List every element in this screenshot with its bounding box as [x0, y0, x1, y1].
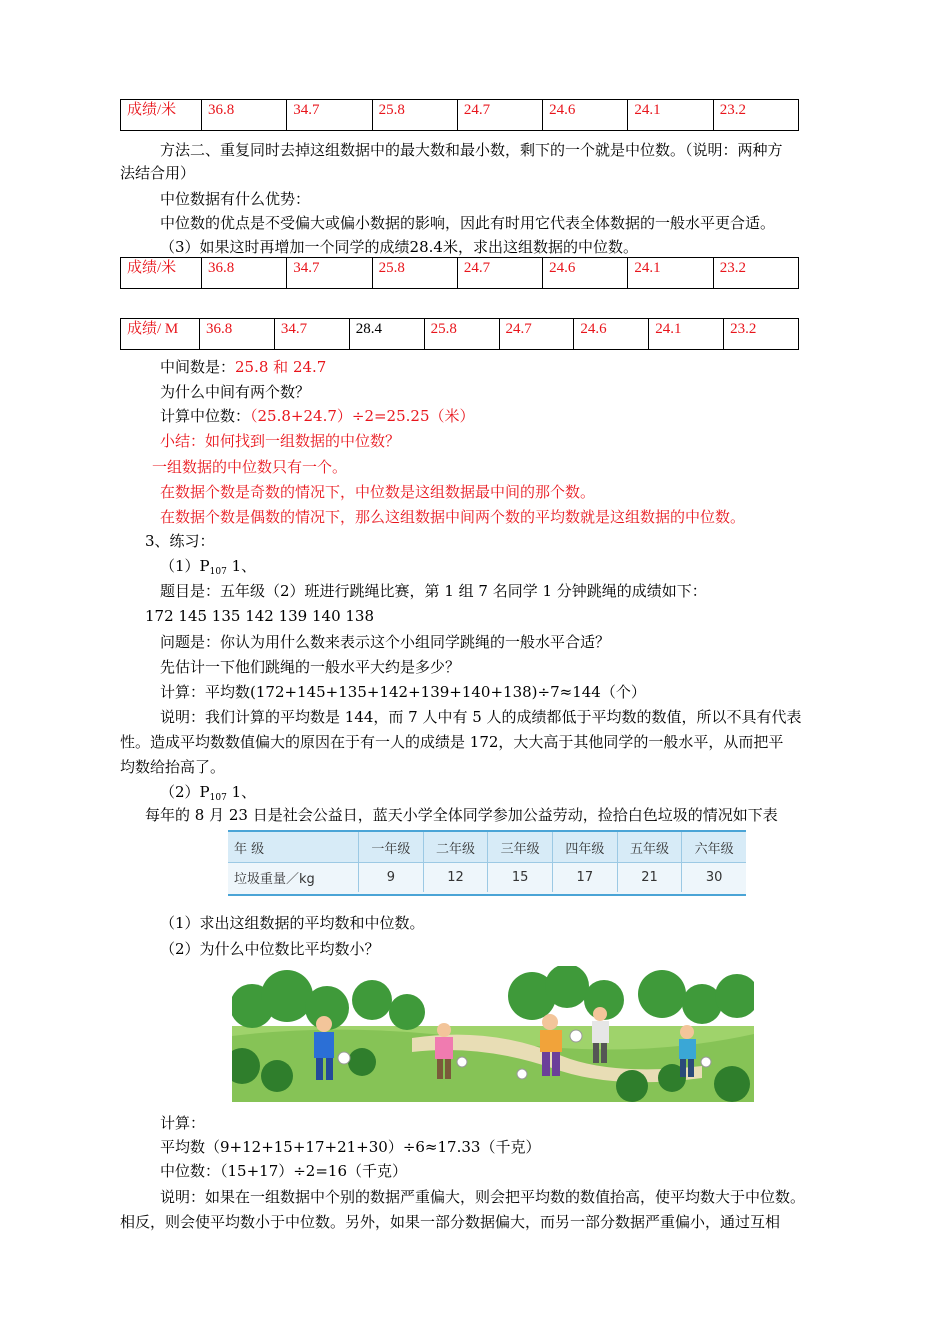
table-header-cell: 六年级	[681, 832, 746, 862]
summary-only-one: 一组数据的中位数只有一个。	[152, 458, 348, 476]
summary-odd-rule: 在数据个数是奇数的情况下，中位数是这组数据最中间的那个数。	[160, 483, 596, 501]
table-cell: 34.7	[274, 319, 349, 350]
table-cell: 24.6	[574, 319, 649, 350]
ref-suffix: 1、	[226, 783, 257, 801]
table-cell: 垃圾重量／kg	[228, 862, 358, 892]
table-header-cell: 五年级	[617, 832, 682, 862]
explanation-2-line2: 相反，则会使平均数小于中位数。另外，如果一部分数据偏大，而另一部分数据严重偏小，通过互相	[120, 1213, 781, 1231]
table-cell: 36.8	[202, 100, 287, 131]
table-header-cell: 成绩/ M	[121, 319, 200, 350]
practice-1-scores: 172 145 135 142 139 140 138	[145, 607, 375, 625]
practice-2-intro: 每年的 8 月 23 日是社会公益日，蓝天小学全体同学参加公益劳动，捡拾白色垃圾的情况如下表	[145, 806, 778, 824]
table-header-cell: 成绩/米	[121, 258, 202, 289]
median-2: 中位数：（15+17）÷2=16（千克）	[160, 1162, 408, 1180]
table-cell: 25.8	[424, 319, 499, 350]
middle-value: 25.8 和 24.7	[235, 358, 327, 376]
calc-label: 计算中位数：	[160, 407, 251, 425]
advantage-question: 中位数据有什么优势：	[160, 190, 311, 208]
table-cell: 34.7	[287, 100, 372, 131]
table-cell: 21	[617, 862, 682, 892]
table-cell: 12	[423, 862, 488, 892]
data-table-1	[120, 99, 799, 131]
table-cell: 24.7	[457, 100, 542, 131]
data-table-3	[120, 318, 799, 350]
ref-page-sub: 107	[209, 793, 227, 803]
table-cell: 17	[552, 862, 617, 892]
data-table-2	[120, 257, 799, 289]
practice-heading: 3、练习：	[145, 532, 215, 550]
table-header-cell: 二年级	[423, 832, 488, 862]
practice-1-topic: 题目是：五年级（2）班进行跳绳比赛，第 1 组 7 名同学 1 分钟跳绳的成绩如下：	[160, 582, 707, 600]
question-a: （1）求出这组数据的平均数和中位数。	[160, 914, 425, 932]
table-cell: 15	[487, 862, 552, 892]
middle-numbers	[160, 356, 326, 378]
average-2: 平均数（9+12+15+17+21+30）÷6≈17.33（千克）	[160, 1138, 541, 1156]
children-collecting-litter-illustration	[232, 966, 754, 1102]
table-header-cell: 四年级	[552, 832, 617, 862]
ref-page-sub: 107	[209, 567, 227, 577]
question-3: （3）如果这时再增加一个同学的成绩28.4米，求出这组数据的中位数。	[160, 238, 638, 256]
garbage-weight-table	[228, 830, 746, 896]
table-header-cell: 三年级	[487, 832, 552, 862]
table-cell: 36.8	[202, 258, 287, 289]
table-cell: 9	[358, 862, 423, 892]
practice-1-estimate: 先估计一下他们跳绳的一般水平大约是多少？	[160, 658, 461, 676]
summary-even-rule: 在数据个数是偶数的情况下，那么这组数据中间两个数的平均数就是这组数据的中位数。	[160, 508, 746, 526]
why-two-question: 为什么中间有两个数？	[160, 383, 311, 401]
summary-heading: 小结：如何找到一组数据的中位数？	[160, 432, 401, 450]
table-header-cell: 年 级	[228, 832, 358, 862]
ref-suffix: 1、	[226, 557, 257, 575]
calc-value: （25.8+24.7）÷2=25.25（米）	[250, 407, 475, 425]
explanation-1-line1: 说明：我们计算的平均数是 144，而 7 人中有 5 人的成绩都低于平均数的数值，所以不具有代表	[160, 708, 802, 726]
table-header-cell: 一年级	[358, 832, 423, 862]
practice-1-ref	[160, 555, 256, 580]
table-cell: 25.8	[372, 100, 457, 131]
table-cell: 24.6	[543, 258, 628, 289]
table-cell: 36.8	[200, 319, 275, 350]
practice-1-question: 问题是：你认为用什么数来表示这个小组同学跳绳的一般水平合适？	[160, 633, 611, 651]
table-header-cell: 成绩/米	[121, 100, 202, 131]
practice-2-ref	[160, 781, 256, 806]
advantage-answer: 中位数的优点是不受偏大或偏小数据的影响，因此有时用它代表全体数据的一般水平更合适。	[160, 214, 776, 232]
ref-prefix: （1）P	[160, 557, 210, 575]
method2-line1: 方法二、重复同时去掉这组数据中的最大数和最小数，剩下的一个就是中位数。（说明：两种方	[160, 141, 783, 159]
table-cell: 24.1	[649, 319, 724, 350]
explanation-1-line3: 均数给抬高了。	[120, 758, 226, 776]
middle-label: 中间数是：	[160, 358, 236, 376]
table-cell: 24.1	[628, 258, 713, 289]
median-calculation	[160, 405, 475, 427]
table-cell: 34.7	[287, 258, 372, 289]
question-b: （2）为什么中位数比平均数小？	[160, 940, 380, 958]
table-cell-new: 28.4	[349, 319, 424, 350]
table-cell: 23.2	[713, 100, 798, 131]
practice-1-average: 计算：平均数(172+145+135+142+139+140+138)÷7≈144（个）	[160, 683, 646, 701]
table-cell: 23.2	[724, 319, 799, 350]
table-cell: 25.8	[372, 258, 457, 289]
calc-2-heading: 计算：	[160, 1114, 206, 1132]
table-cell: 24.7	[457, 258, 542, 289]
explanation-2-line1: 说明：如果在一组数据中个别的数据严重偏大，则会把平均数的数值抬高，使平均数大于中位数。	[160, 1188, 806, 1206]
table-cell: 30	[681, 862, 746, 892]
method2-line2: 法结合用）	[120, 164, 196, 182]
table-cell: 24.6	[543, 100, 628, 131]
ref-prefix: （2）P	[160, 783, 210, 801]
table-cell: 24.7	[499, 319, 574, 350]
table-cell: 24.1	[628, 100, 713, 131]
table-cell: 23.2	[713, 258, 798, 289]
explanation-1-line2: 性。造成平均数数值偏大的原因在于有一人的成绩是 172，大大高于其他同学的一般水平，从而把平	[120, 733, 784, 751]
